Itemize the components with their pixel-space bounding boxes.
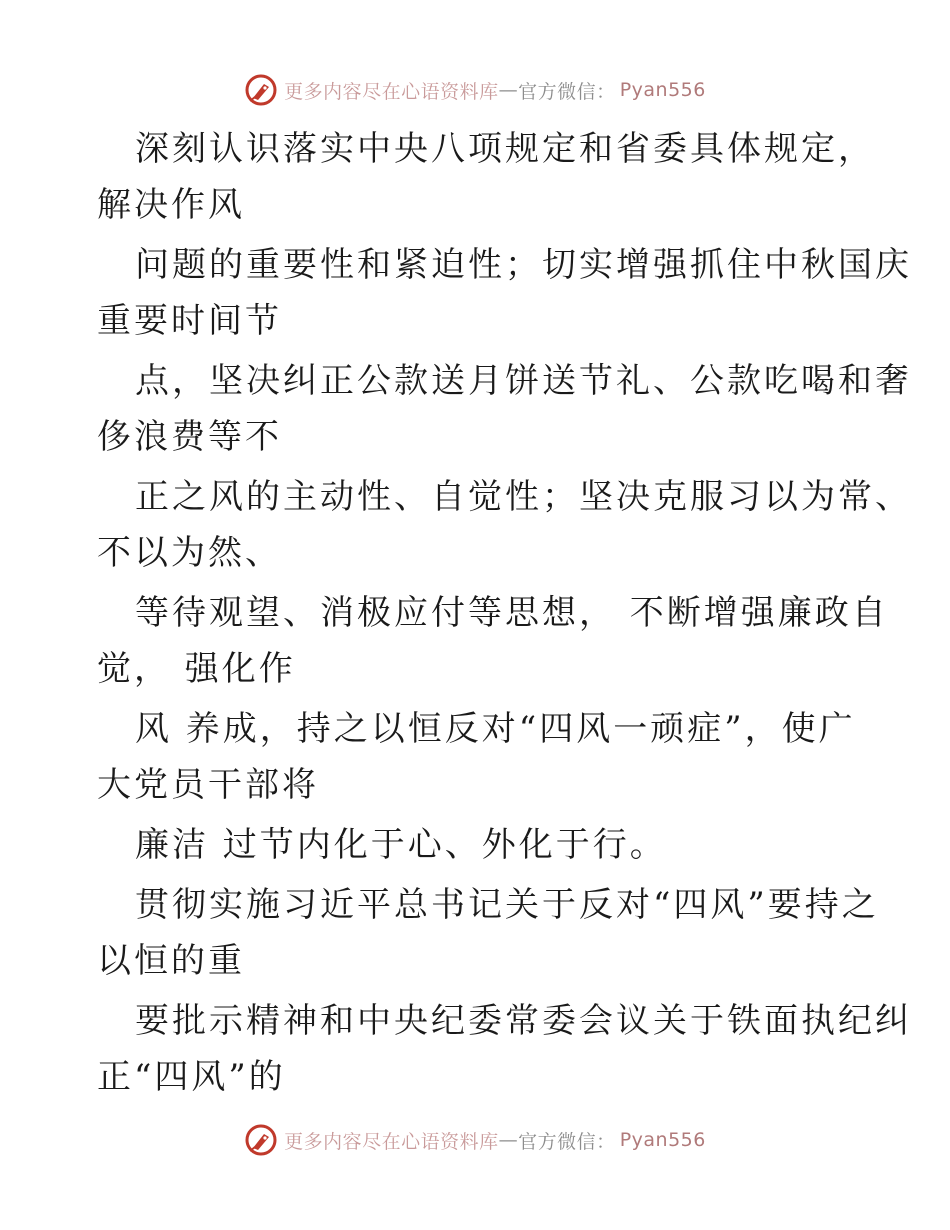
body-line: 等待观望、消极应付等思想， 不断增强廉政自 — [135, 593, 889, 633]
body-line: 侈浪费等不 — [97, 417, 282, 457]
body-line: 重要时间节 — [97, 301, 282, 341]
banner-label: 官方微信： — [518, 80, 616, 103]
banner-dash: — — [498, 79, 519, 101]
body-line: 大党员干部将 — [97, 765, 319, 805]
body-line: 廉洁 过节内化于心、外化于行。 — [135, 825, 667, 865]
body-line: 点，坚决纠正公款送月饼送节礼、公款吃喝和奢 — [135, 361, 912, 401]
body-line: 正之风的主动性、自觉性；坚决克服习以为常、 — [135, 477, 912, 517]
banner-handle: Pyan556 — [619, 1129, 706, 1151]
banner-label: 官方微信： — [518, 1130, 616, 1153]
footer-watermark — [0, 1120, 950, 1160]
body-line: 风 养成，持之以恒反对“四风一顽症”，使广 — [135, 709, 856, 749]
body-line: 不以为然、 — [97, 533, 282, 573]
banner-brand: 更多内容尽在心语资料库 — [284, 80, 499, 103]
banner-brand: 更多内容尽在心语资料库 — [284, 1130, 499, 1153]
body-line: 要批示精神和中央纪委常委会议关于铁面执纪纠 — [135, 1001, 912, 1041]
header-watermark — [0, 70, 950, 110]
body-line: 解决作风 — [97, 185, 245, 225]
pen-nib-circle-icon — [244, 73, 278, 107]
banner-dash: — — [498, 1129, 519, 1151]
body-line: 贯彻实施习近平总书记关于反对“四风”要持之 — [135, 885, 879, 925]
body-line: 问题的重要性和紧迫性；切实增强抓住中秋国庆 — [135, 245, 912, 285]
body-line: 以恒的重 — [97, 941, 245, 981]
banner-handle: Pyan556 — [619, 79, 706, 101]
body-line: 觉， 强化作 — [97, 649, 296, 689]
body-line: 正“四风”的 — [97, 1057, 286, 1097]
pen-nib-circle-icon — [244, 1123, 278, 1157]
body-line: 深刻认识落实中央八项规定和省委具体规定， — [135, 129, 875, 169]
